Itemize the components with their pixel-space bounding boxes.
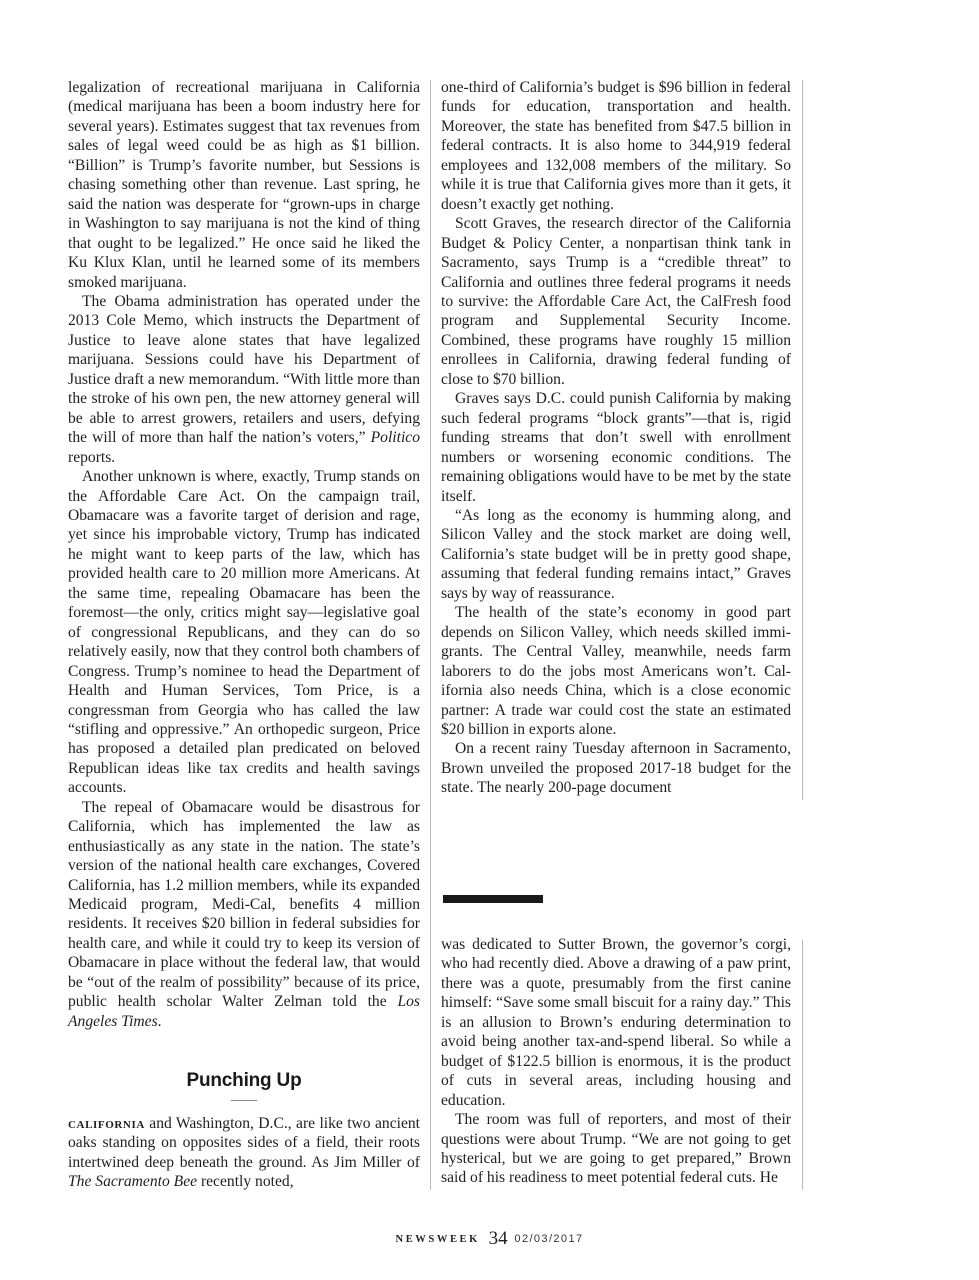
paragraph: On a recent rainy Tuesday afternoon in Sacramento, Brown unveiled the proposed 2017-18 budget for the state. The nearly 200-page document: [441, 740, 791, 797]
paragraph-text: recently noted,: [197, 1173, 294, 1191]
paragraph-text: The repeal of Obamacare would be disastrous for California, which has implemented the law as enthusiastically as any state in the nation. The state’s version of the national health care exchanges, Covered California, has 1.2 million members, while its expanded Medicaid program, Medi-Cal, benefits 4 million residents. It receives $20 billion in federal subsidies for health care, and while it could try to keep its version of Obamacare in place without the federal law, that would be “out of the realm of possibility” because of its price, public health scholar Walter Zelman told the: [68, 798, 420, 1011]
paragraph: Graves says D.C. could punish California by making such federal programs “block grants”—that is, rigid funding streams that don’t swell with enrollment numbers or worsening economic conditions. The remaining obligations would have to be met by the state itself.: [441, 390, 791, 505]
paragraph-text: .: [157, 1012, 162, 1030]
page-footer: [0, 1228, 979, 1250]
right-column-top: [441, 78, 791, 798]
paragraph: [68, 1114, 420, 1192]
paragraph: was dedicated to Sutter Brown, the governor’s corgi, who had recently died. Above a drawing of a paw print, there was a quote, presumably from the first canine himself: “Save some small biscuit for a rainy day.” This is an allusion to Brown’s enduring determination to avoid being another tax-and-spend liberal. So while a budget of $122.5 billion is enormous, it is the product of cuts in several areas, including housing and education.: [441, 936, 791, 1109]
paragraph: The room was full of reporters, and most of their questions were about Trump. “We are not going to get hysterical, but we are going to get prepared,” Brown said of his readiness to meet potential federal cuts. He: [441, 1111, 791, 1187]
paragraph: legalization of recreational marijuana in California (medical marijuana has been a boom industry here for several years). Estimates suggest that tax revenues from sales of legal weed could be as high as $1 billion. “Billion” is Trump’s favorite number, but Sessions is chasing something other than revenue. Last spring, he said the nation was desperate for “grown-ups in charge in Washington to say marijuana is not the kind of thing that ought to be legalized.” He once said he liked the Ku Klux Klan, until he learned some of its members smoked marijuana.: [68, 79, 420, 291]
paragraph-text: reports.: [68, 448, 116, 466]
issue-date: 02/03/2017: [514, 1233, 584, 1245]
paragraph: Scott Graves, the research director of the California Budget & Policy Center, a nonpartisan think tank in Sacramento, says Trump is a “credible threat” to California and outlines three federal programs it needs to survive: the Affordable Care Act, the CalFresh food program and Supplemental Security Income. Combined, these programs have roughly 15 million enrollees in California, drawing federal funding of close to $70 billion.: [441, 215, 791, 388]
column-divider-right-top: [802, 80, 803, 800]
pull-quote-bar: [443, 895, 543, 903]
publication-name: Los Angeles Times: [68, 993, 420, 1030]
publication-name: The Sacramento Bee: [68, 1173, 198, 1191]
right-column-bottom: [441, 935, 791, 1188]
left-column: [68, 78, 420, 1031]
column-divider: [430, 80, 431, 1190]
lead-in: california: [68, 1115, 145, 1132]
paragraph-text: The Obama administration has operated under the 2013 Cole Memo, which instructs the Department of Justice to leave alone states that have legalized marijuana. Sessions could have his Department of Justice draft a new memorandum. “With little more than the stroke of his own pen, the new attorney general will be able to arrest growers, retailers and users, defying the will of more than half the nation’s voters,”: [68, 292, 420, 447]
paragraph: [68, 798, 420, 1031]
page-number: 34: [488, 1228, 508, 1249]
section-body: [68, 1114, 420, 1192]
publication-name: Politico: [370, 429, 420, 447]
subhead-divider: [231, 1100, 257, 1101]
paragraph: The health of the state’s economy in good part depends on Silicon Valley, which needs skilled immigrants. The Central Valley, meanwhile, needs farm laborers to do the jobs most Americans won’t. California also needs China, which is a close economic partner: A trade war could cost the state an estimated $20 billion in exports alone.: [441, 604, 791, 738]
paragraph: [68, 292, 420, 467]
paragraph: one-third of California’s budget is $96 billion in federal funds for education, transportation and health. Moreover, the state has benefited from $47.5 billion in federal contracts. It is also home to 344,919 federal employees and 132,008 members of the military. So while it is true that California gives more than it gets, it doesn’t exactly get nothing.: [441, 79, 791, 213]
paragraph: Another unknown is where, exactly, Trump stands on the Affordable Care Act. On the campaign trail, Obamacare was a favorite target of derision and rage, yet since his improbable victory, Trump has indicated he might want to keep parts of the law, which has provided health care to 20 million more Americans. At the same time, repealing Obamacare has been the foremost—the only, critics might say—legislative goal of congressional Republicans, and they can do so relatively easily, now that they control both chambers of Congress. Trump’s nominee to head the Department of Health and Human Services, Tom Price, is a congressman from Georgia who has called the law “stifling and oppressive.” An orthopedic surgeon, Price has proposed a detailed plan predicated on beloved Republican ideas like tax credits and health savings accounts.: [68, 468, 420, 797]
column-divider-right-bottom: [802, 940, 803, 1190]
paragraph: “As long as the economy is humming along, and Silicon Valley and the stock market are doing well, California’s state budget will be in pretty good shape, assuming that federal funding remains intact,” Graves says by way of reassurance.: [441, 506, 791, 602]
section-subhead: Punching Up: [186, 1070, 302, 1091]
magazine-name: NEWSWEEK: [395, 1234, 480, 1245]
paragraph-text: and Washington, D.C., are like two ancient oaks standing on opposites sides of a field, their roots intertwined deep beneath the ground. As Jim Miller of: [68, 1115, 420, 1171]
